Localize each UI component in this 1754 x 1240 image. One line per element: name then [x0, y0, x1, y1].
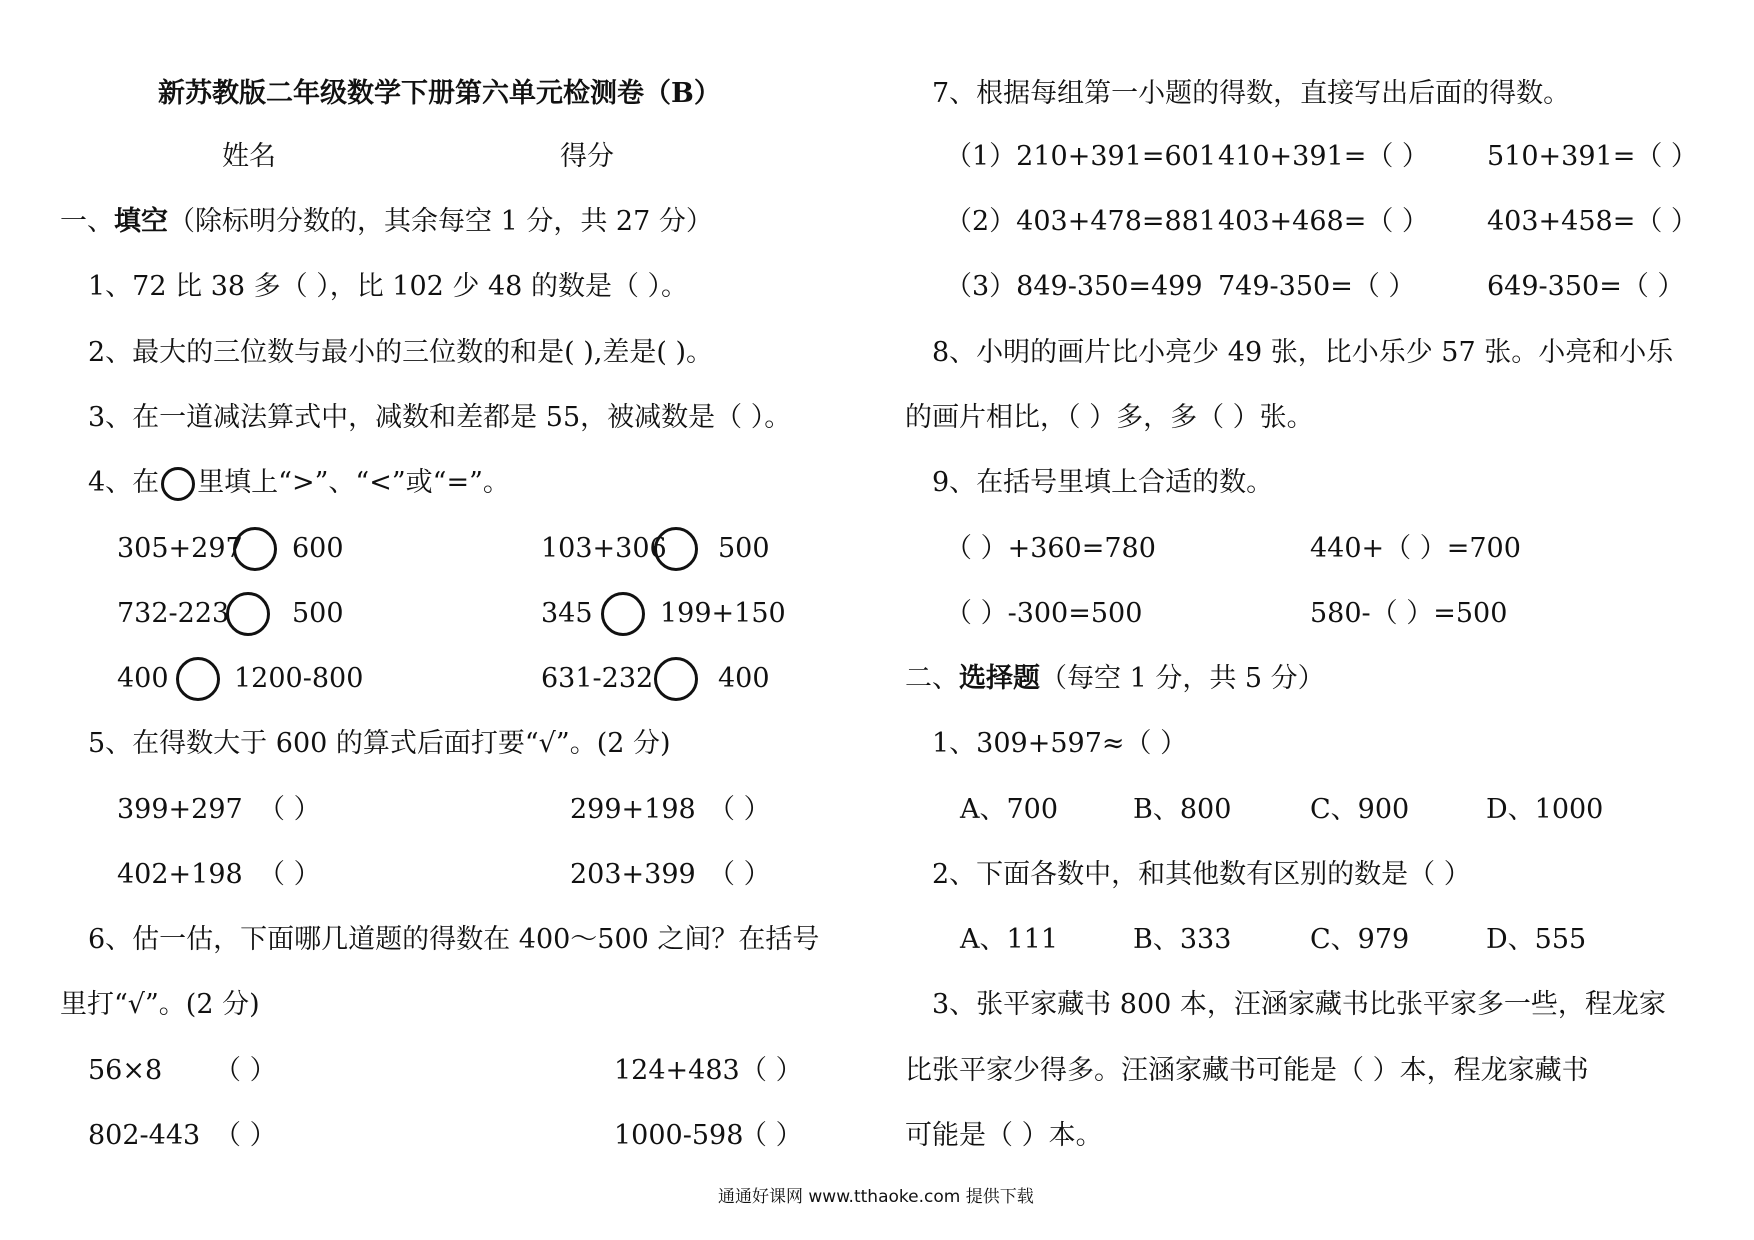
question-2: 2、最大的三位数与最小的三位数的和是( ),差是( )。: [88, 337, 714, 368]
compare-circle-3[interactable]: [226, 592, 270, 636]
compare-left-6: 631-232: [541, 663, 654, 694]
q7-row3-given: （3）849-350=499: [945, 271, 1203, 302]
q6-answer-3[interactable]: （ ）: [214, 1120, 277, 1151]
compare-left-5: 400: [117, 663, 169, 694]
section1-heading: [60, 205, 713, 239]
compare-left-2: 103+306: [541, 533, 667, 564]
q7-row3-b[interactable]: 649-350=（ ）: [1487, 271, 1685, 302]
question-8-line1: 8、小明的画片比小亮少 49 张，比小乐少 57 张。小亮和小乐: [932, 337, 1674, 368]
section2-title: 选择题: [959, 663, 1040, 694]
question-5: 5、在得数大于 600 的算式后面打要“√”。(2 分): [88, 728, 671, 759]
compare-left-1: 305+297: [117, 533, 243, 564]
page-title: 新苏教版二年级数学下册第六单元检测卷（B）: [158, 78, 721, 109]
compare-right-6: 400: [718, 663, 770, 694]
section1-title: 填空: [114, 206, 168, 237]
compare-right-3: 500: [292, 598, 344, 629]
q6-item-2: 124+483: [614, 1055, 740, 1086]
section1-note: （除标明分数的，其余每空 1 分，共 27 分）: [168, 206, 713, 237]
name-label: 姓名: [222, 141, 276, 172]
q9-item-1[interactable]: （ ）+360=780: [945, 533, 1156, 564]
q5-item-3: 402+198: [117, 859, 243, 890]
choice-question-3-line2: 比张平家少得多。汪涵家藏书可能是（ ）本，程龙家藏书: [905, 1055, 1589, 1086]
question-7: 7、根据每组第一小题的得数，直接写出后面的得数。: [932, 78, 1571, 109]
compare-circle-2[interactable]: [654, 527, 698, 571]
q9-item-4[interactable]: 580-（ ）=500: [1310, 598, 1508, 629]
compare-circle-5[interactable]: [176, 657, 220, 701]
q5-item-4: 203+399: [570, 859, 696, 890]
c1-option-d[interactable]: D、1000: [1486, 794, 1604, 825]
compare-right-5: 1200-800: [234, 663, 364, 694]
choice-question-3-line1: 3、张平家藏书 800 本，汪涵家藏书比张平家多一些，程龙家: [932, 989, 1666, 1020]
q6-answer-4[interactable]: （ ）: [740, 1120, 803, 1151]
q7-row1-b[interactable]: 510+391=（ ）: [1487, 141, 1698, 172]
c1-option-b[interactable]: B、800: [1133, 794, 1232, 825]
section2-heading: [905, 662, 1325, 696]
question-3: 3、在一道减法算式中，减数和差都是 55，被减数是（ ）。: [88, 402, 792, 433]
question-4: [88, 466, 510, 501]
q5-answer-3[interactable]: （ ）: [258, 859, 321, 890]
compare-left-3: 732-223: [117, 598, 230, 629]
q5-item-1: 399+297: [117, 794, 243, 825]
compare-right-2: 500: [718, 533, 770, 564]
question-8-line2: 的画片相比，（ ）多，多（ ）张。: [905, 402, 1314, 433]
compare-circle-4[interactable]: [601, 592, 645, 636]
choice-question-2: 2、下面各数中，和其他数有区别的数是（ ）: [932, 859, 1471, 890]
compare-circle-1[interactable]: [233, 527, 277, 571]
q6-item-3: 802-443: [88, 1120, 201, 1151]
question-6-line2: 里打“√”。(2 分): [60, 989, 260, 1020]
question-6-line1: 6、估一估，下面哪几道题的得数在 400～500 之间？在括号: [88, 924, 820, 955]
compare-right-4: 199+150: [660, 598, 786, 629]
c2-option-d[interactable]: D、555: [1486, 924, 1587, 955]
q7-row1-a[interactable]: 410+391=（ ）: [1218, 141, 1429, 172]
q6-answer-2[interactable]: （ ）: [740, 1055, 803, 1086]
question-1: 1、72 比 38 多（ ），比 102 少 48 的数是（ ）。: [88, 271, 689, 302]
choice-question-3-line3: 可能是（ ）本。: [905, 1120, 1103, 1151]
q9-item-2[interactable]: 440+（ ）=700: [1310, 533, 1521, 564]
c2-option-b[interactable]: B、333: [1133, 924, 1232, 955]
section1-number: 一、: [60, 206, 114, 237]
q7-row1-given: （1）210+391=601: [945, 141, 1217, 172]
q7-row2-b[interactable]: 403+458=（ ）: [1487, 206, 1698, 237]
c1-option-a[interactable]: A、700: [960, 794, 1059, 825]
q5-item-2: 299+198: [570, 794, 696, 825]
section2-note: （每空 1 分，共 5 分）: [1040, 663, 1325, 694]
c2-option-a[interactable]: A、111: [960, 924, 1059, 955]
score-label: 得分: [560, 141, 614, 172]
compare-left-4: 345: [541, 598, 593, 629]
choice-question-1: 1、309+597≈（ ）: [932, 728, 1188, 759]
question-9: 9、在括号里填上合适的数。: [932, 467, 1274, 498]
compare-circle-6[interactable]: [654, 657, 698, 701]
q5-answer-1[interactable]: （ ）: [258, 794, 321, 825]
q6-item-1: 56×8: [88, 1055, 163, 1086]
q5-answer-4[interactable]: （ ）: [708, 859, 771, 890]
c1-option-c[interactable]: C、900: [1310, 794, 1410, 825]
q5-answer-2[interactable]: （ ）: [708, 794, 771, 825]
c2-option-c[interactable]: C、979: [1310, 924, 1410, 955]
question-4-prefix: 4、在: [88, 467, 160, 498]
section2-number: 二、: [905, 663, 959, 694]
q7-row2-given: （2）403+478=881: [945, 206, 1217, 237]
question-4-suffix: 里填上“>”、“<”或“=”。: [197, 467, 510, 498]
q7-row3-a[interactable]: 749-350=（ ）: [1218, 271, 1416, 302]
circle-icon: [161, 467, 195, 501]
q6-answer-1[interactable]: （ ）: [214, 1055, 277, 1086]
q6-item-4: 1000-598: [614, 1120, 744, 1151]
q7-row2-a[interactable]: 403+468=（ ）: [1218, 206, 1429, 237]
q9-item-3[interactable]: （ ）-300=500: [945, 598, 1143, 629]
compare-right-1: 600: [292, 533, 344, 564]
footer-credit: 通通好课网 www.tthaoke.com 提供下载: [718, 1187, 1034, 1207]
